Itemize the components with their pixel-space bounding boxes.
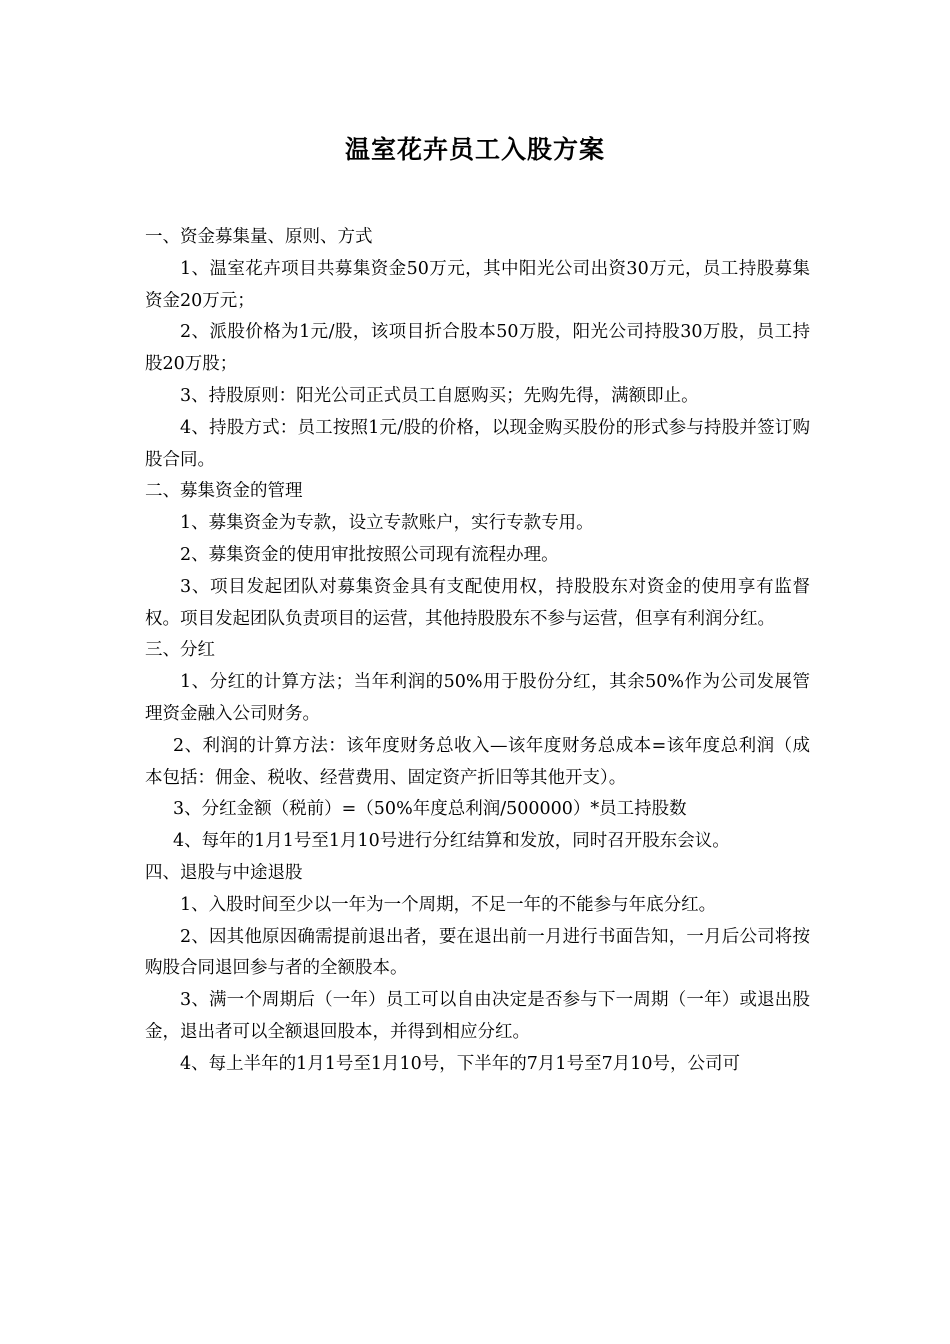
paragraph: 1、分红的计算方法；当年利润的50%用于股份分红，其余50%作为公司发展管理资金融入公司财务。 — [145, 672, 810, 724]
paragraph: 2、利润的计算方法：该年度财务总收入—该年度财务总成本=该年度总利润（成本包括：佣金、税收、经营费用、固定资产折旧等其他开支）。 — [145, 735, 810, 788]
section-heading: 三、分红 — [145, 640, 215, 661]
document-title: 温室花卉员工入股方案 — [344, 135, 605, 164]
paragraph: 3、分红金额（税前）=（50%年度总利润/500000）*员工持股数 — [173, 799, 687, 820]
document-body — [145, 222, 810, 1081]
paragraph: 3、项目发起团队对募集资金具有支配使用权，持股股东对资金的使用享有监督权。项目发起团队负责项目的运营，其他持股股东不参与运营，但享有利润分红。 — [145, 576, 810, 629]
paragraph: 4、每年的1月1号至1月10号进行分红结算和发放，同时召开股东会议。 — [173, 831, 730, 852]
paragraph: 2、因其他原因确需提前退出者，要在退出前一月进行书面告知，一月后公司将按购股合同退回参与者的全额股本。 — [145, 926, 810, 979]
paragraph: 1、温室花卉项目共募集资金50万元，其中阳光公司出资30万元，员工持股募集资金20万元； — [145, 258, 810, 311]
paragraph: 2、派股价格为1元/股，该项目折合股本50万股，阳光公司持股30万股，员工持股20万股； — [145, 322, 810, 375]
paragraph: 3、持股原则：阳光公司正式员工自愿购买；先购先得，满额即止。 — [180, 385, 699, 406]
paragraph: 2、募集资金的使用审批按照公司现有流程办理。 — [180, 544, 559, 565]
section-heading: 二、募集资金的管理 — [145, 481, 303, 502]
paragraph: 4、每上半年的1月1号至1月10号，下半年的7月1号至7月10号，公司可 — [180, 1053, 740, 1074]
section-heading: 一、资金募集量、原则、方式 — [145, 227, 373, 247]
paragraph: 4、持股方式：员工按照1元/股的价格，以现金购买股份的形式参与持股并签订购股合同。 — [145, 417, 810, 470]
section-heading: 四、退股与中途退股 — [145, 862, 303, 883]
paragraph: 3、满一个周期后（一年）员工可以自由决定是否参与下一周期（一年）或退出股金，退出者可以全额退回股本，并得到相应分红。 — [145, 990, 810, 1042]
paragraph: 1、入股时间至少以一年为一个周期，不足一年的不能参与年底分红。 — [180, 894, 717, 915]
paragraph: 1、募集资金为专款，设立专款账户，实行专款专用。 — [180, 513, 594, 534]
